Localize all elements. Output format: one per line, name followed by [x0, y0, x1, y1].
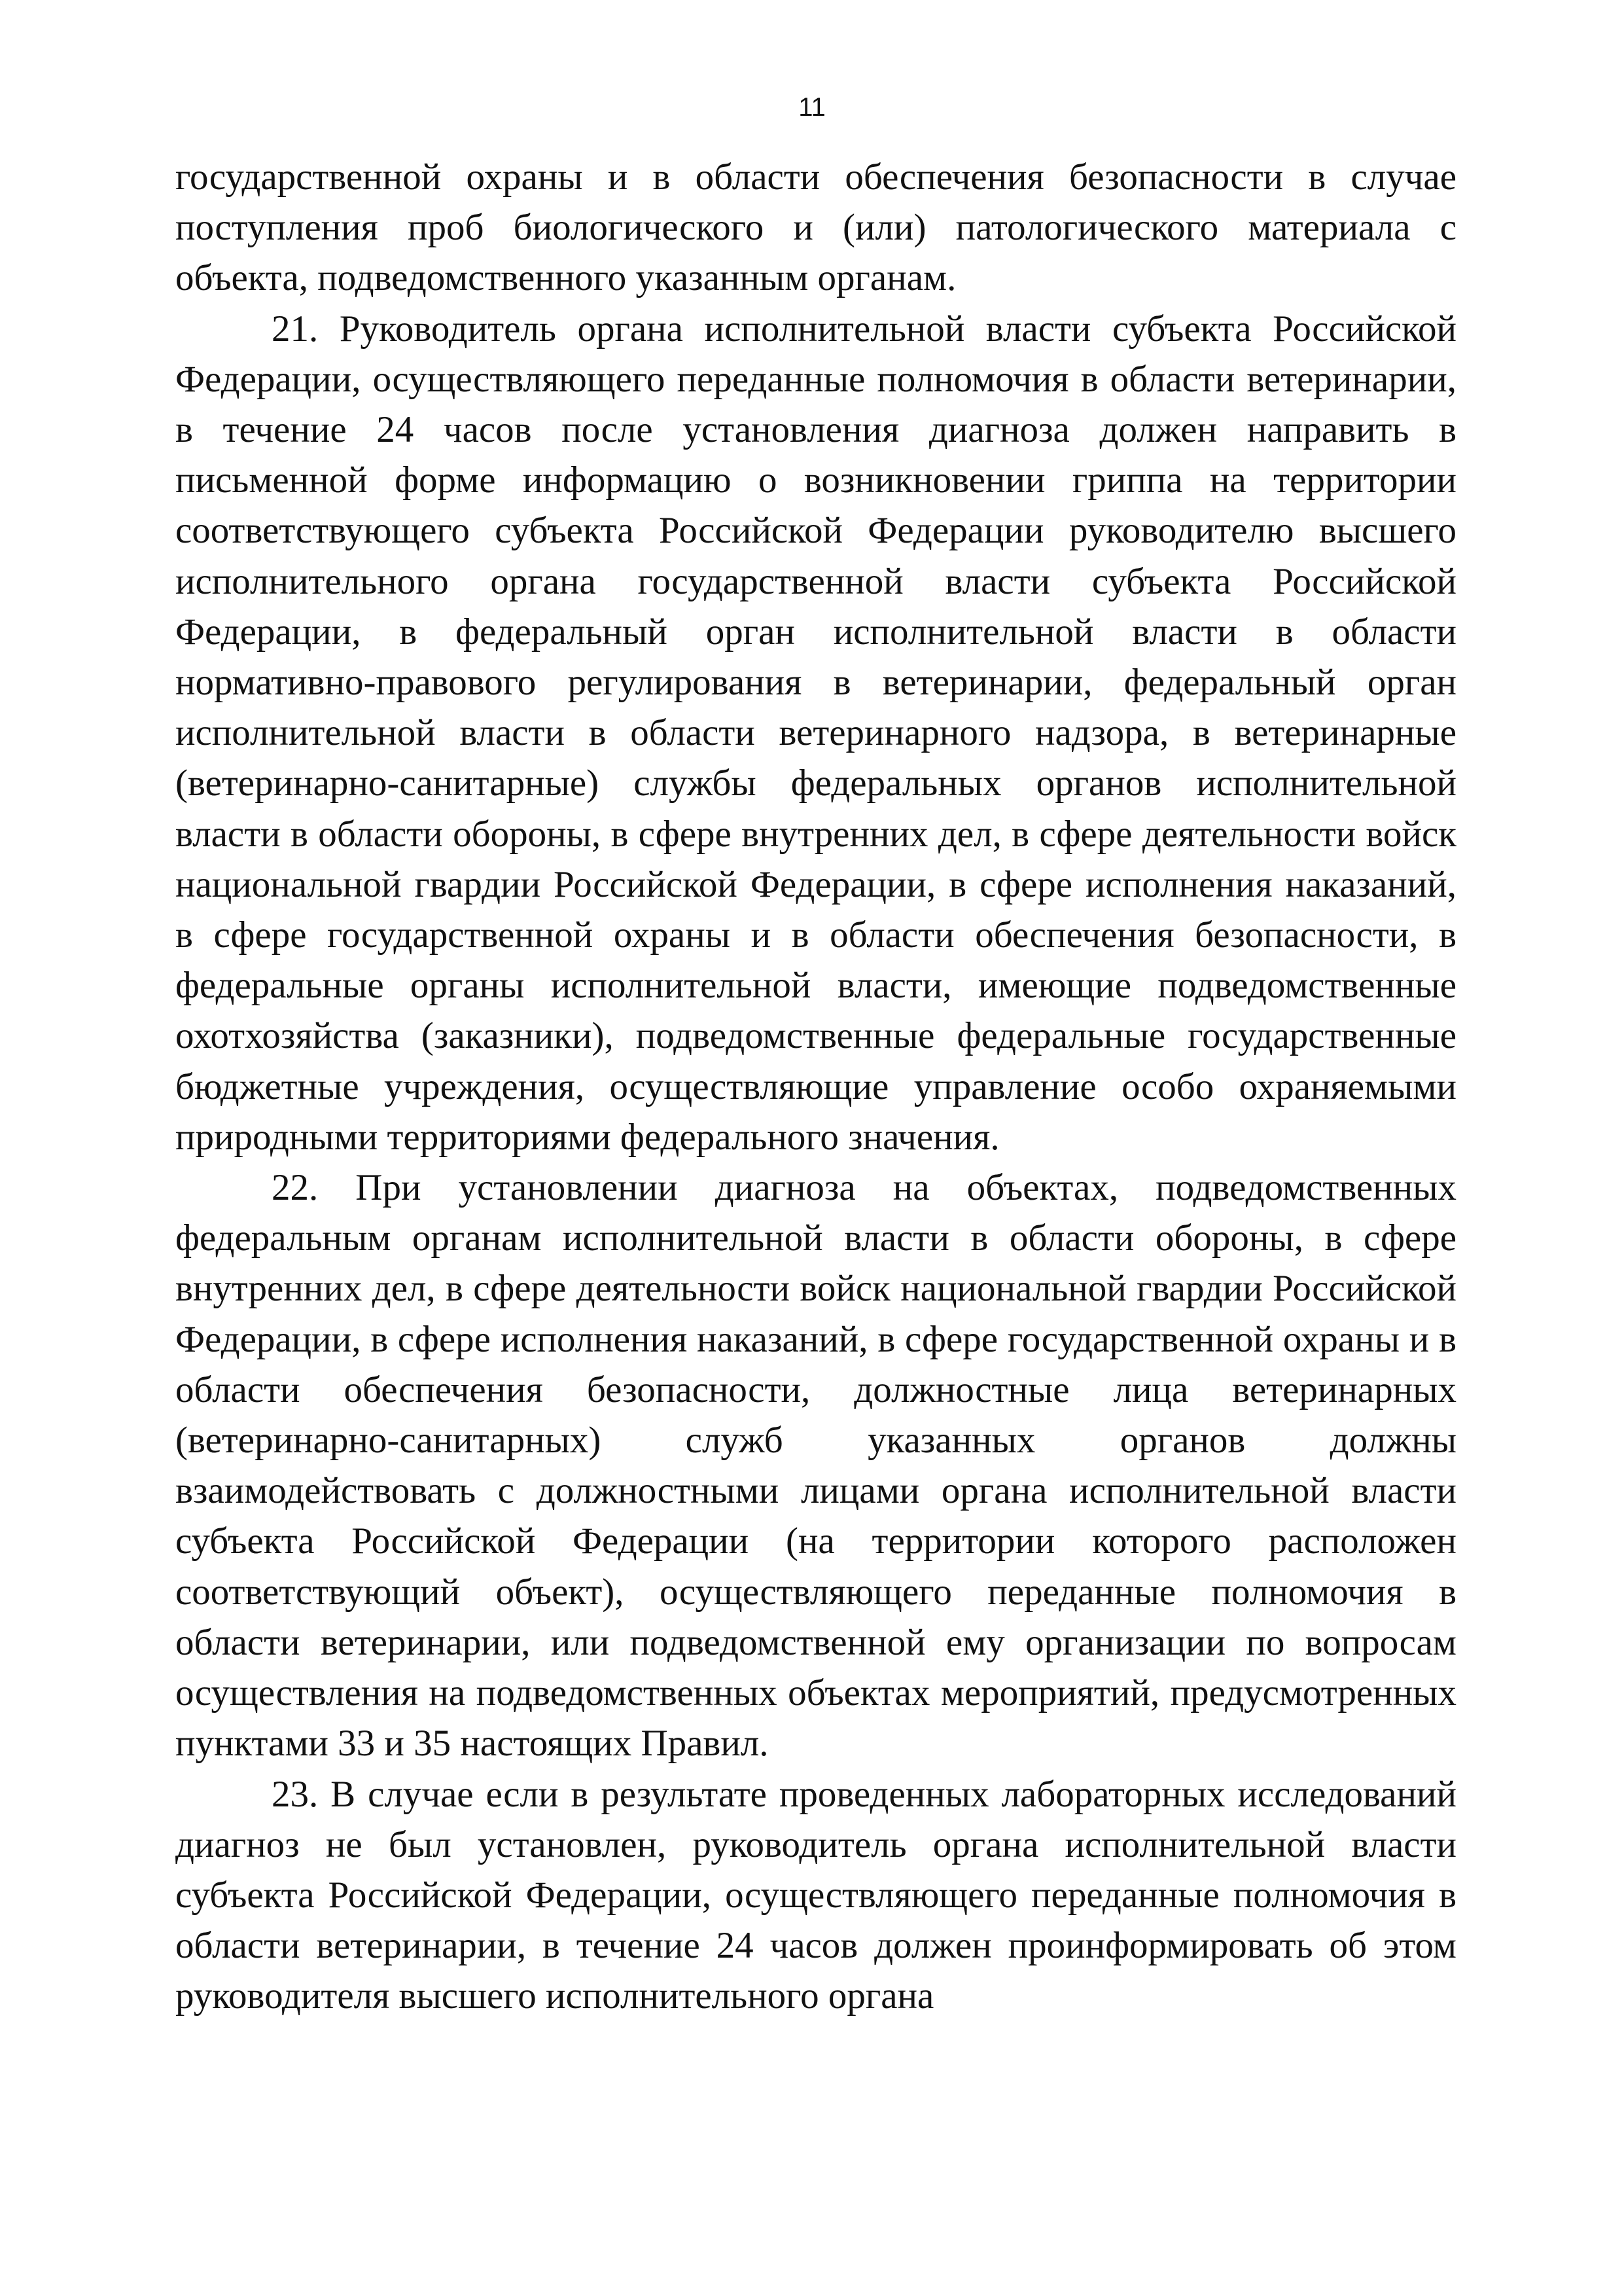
paragraph-item-22: 22. При установлении диагноза на объектах, подведомственных федеральным органам исполнительной власти в области обороны, в сфере внутренних дел, в сфере деятельности войск национальной гвардии Российской Федерации, в сфере исполнения наказаний, в сфере государственной охраны и в области обеспечения безопасности, должностные лица ветеринарных (ветеринарно-санитарных) служб указанных органов должны взаимодействовать с должностными лицами органа исполнительной власти субъекта Российской Федерации (на территории которого расположен соответствующий объект), осуществляющего переданные полномочия в области ветеринарии, или подведомственной ему организации по вопросам осуществления на подведомственных объектах мероприятий, предусмотренных пунктами 33 и 35 настоящих Правил. [175, 1167, 1456, 1765]
document-body [175, 152, 1456, 2022]
page-number: 11 [798, 93, 826, 122]
paragraph-continuation: государственной охраны и в области обеспечения безопасности в случае поступления проб биологического и (или) патологического материала с объекта, подведомственного указанным органам. [175, 156, 1456, 299]
paragraph-item-23: 23. В случае если в результате проведенных лабораторных исследований диагноз не был установлен, руководитель органа исполнительной власти субъекта Российской Федерации, осуществляющего переданные полномочия в области ветеринарии, в течение 24 часов должен проинформировать об этом руководителя высшего исполнительного органа [175, 1773, 1456, 2017]
paragraph-item-21: 21. Руководитель органа исполнительной власти субъекта Российской Федерации, осуществляющего переданные полномочия в области ветеринарии, в течение 24 часов после установления диагноза должен направить в письменной форме информацию о возникновении гриппа на территории соответствующего субъекта Российской Федерации руководителю высшего исполнительного органа государственной власти субъекта Российской Федерации, в федеральный орган исполнительной власти в области нормативно-правового регулирования в ветеринарии, федеральный орган исполнительной власти в области ветеринарного надзора, в ветеринарные (ветеринарно-санитарные) службы федеральных органов исполнительной власти в области обороны, в сфере внутренних дел, в сфере деятельности войск национальной гвардии Российской Федерации, в сфере исполнения наказаний, в сфере государственной охраны и в области обеспечения безопасности, в федеральные органы исполнительной власти, имеющие подведомственные охотхозяйства (заказники), подведомственные федеральные государственные бюджетные учреждения, осуществляющие управление особо охраняемыми природными территориями федерального значения. [175, 308, 1456, 1158]
